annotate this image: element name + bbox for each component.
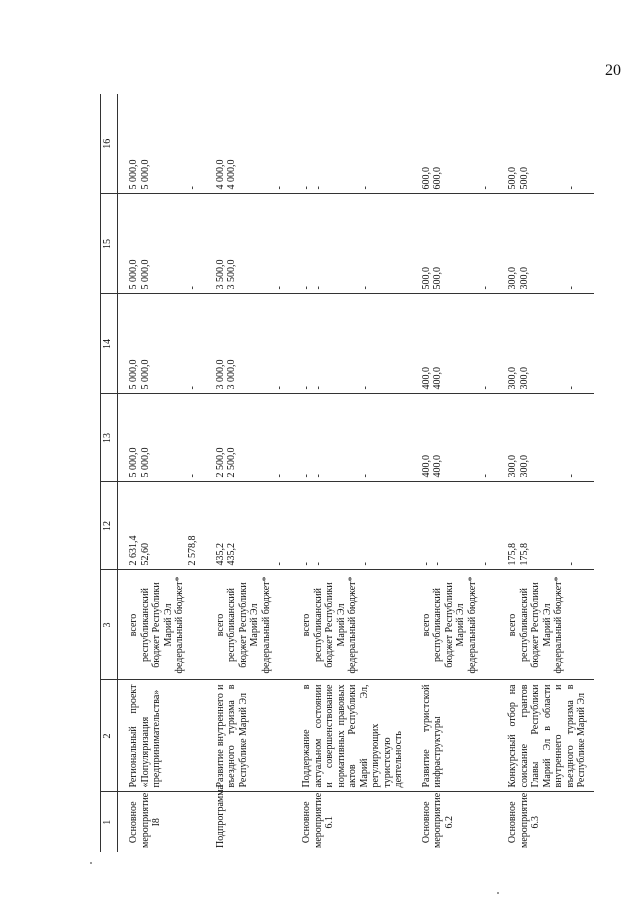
row-event-name: Региональный проект «Популяризация предпринимательства»: [118, 680, 205, 792]
value-cell: -: [312, 186, 324, 190]
row-value-15: [205, 194, 292, 294]
row-value-13: [291, 394, 411, 482]
page-number: 20: [605, 62, 621, 79]
row-value-14: [118, 294, 205, 394]
funding-source-label: всего: [420, 613, 432, 637]
funding-source-label: федеральный бюджет*: [466, 576, 478, 674]
row-event-type: Основное мероприятие 6.1: [301, 792, 335, 848]
value-cell: 52,60: [139, 543, 151, 566]
row-value-13: [497, 394, 594, 482]
row-event-name: Развитие внутреннего и въездного туризма в Республике Марий Эл: [205, 680, 292, 792]
value-cell: -: [479, 474, 491, 478]
value-cell: 2 500,0: [226, 447, 237, 478]
value-cell: 5 000,0: [128, 159, 139, 190]
funding-source-label: федеральный бюджет*: [260, 576, 272, 674]
table-row: [497, 94, 594, 852]
value-cell: -: [273, 474, 285, 478]
value-cell: 500,0: [507, 167, 518, 190]
value-cell: -: [360, 474, 371, 478]
row-value-16: [205, 94, 292, 194]
row-value-16: [411, 94, 498, 194]
funding-source-label: всего: [214, 613, 226, 637]
value-cell: -: [273, 386, 285, 390]
funding-source-label: республиканский бюджет Республики Марий Эл: [139, 582, 174, 668]
row-event-type: Основное мероприятие 6.2: [420, 792, 455, 848]
row-value-14: [205, 294, 292, 394]
funding-source-label: федеральный бюджет*: [347, 576, 358, 674]
row-value-16: [497, 94, 594, 194]
value-cell: -: [312, 474, 324, 478]
funding-source-label: республиканский бюджет Республики Марий Эл: [432, 582, 466, 668]
value-cell: 2 500,0: [214, 447, 226, 478]
value-cell: -: [479, 562, 491, 566]
row-event-name: Поддержание в актуальном состоянии и совершенствование нормативных правовых актов Республики Марий Эл, регулирующих туристскую деятельность: [291, 680, 411, 792]
value-cell: 435,2: [214, 543, 226, 566]
value-cell: 600,0: [420, 167, 432, 190]
value-cell: 300,0: [507, 455, 518, 478]
funding-source-label: республиканский бюджет Республики Марий Эл: [518, 582, 553, 668]
row-event-name: Развитие туристской инфраструктуры: [411, 680, 498, 792]
value-cell: -: [566, 474, 577, 478]
value-cell: -: [566, 562, 577, 566]
value-cell: -: [187, 186, 198, 190]
value-cell: 3 000,0: [226, 359, 237, 390]
value-cell: -: [187, 386, 198, 390]
row-funding-sources: [497, 570, 594, 680]
row-value-12: [291, 482, 411, 570]
value-cell: -: [312, 562, 324, 566]
row-funding-sources: [118, 570, 205, 680]
value-cell: -: [479, 286, 491, 290]
value-cell: 300,0: [518, 455, 530, 478]
budget-table: [100, 94, 594, 852]
row-funding-sources: [411, 570, 498, 680]
value-cell: 300,0: [518, 267, 530, 290]
value-cell: -: [479, 386, 491, 390]
value-cell: -: [360, 286, 371, 290]
value-cell: 400,0: [420, 455, 432, 478]
value-cell: -: [187, 474, 198, 478]
value-cell: 400,0: [432, 367, 443, 390]
value-cell: 300,0: [507, 367, 518, 390]
header-col-13: 13: [101, 394, 118, 482]
value-cell: 5 000,0: [139, 259, 151, 290]
funding-source-label: республиканский бюджет Республики Марий Эл: [226, 582, 260, 668]
value-cell: 2 578,8: [187, 535, 198, 566]
value-cell: -: [187, 286, 198, 290]
value-cell: 500,0: [420, 267, 432, 290]
table-row: [205, 94, 292, 852]
value-cell: 500,0: [432, 267, 443, 290]
row-value-14: [411, 294, 498, 394]
header-col-3: 3: [101, 570, 118, 680]
funding-source-label: всего: [301, 613, 312, 637]
value-cell: -: [360, 186, 371, 190]
value-cell: 5 000,0: [139, 447, 151, 478]
scan-dot: [90, 862, 92, 864]
value-cell: -: [360, 386, 371, 390]
row-event-name: Конкурсный отбор на соискание грантов Главы Республики Марий Эл в области внутреннего и въездного туризма в Республике Марий Эл: [497, 680, 594, 792]
funding-source-label: всего: [507, 613, 518, 637]
row-value-12: [118, 482, 205, 570]
value-cell: -: [301, 386, 312, 390]
value-cell: -: [312, 286, 324, 290]
value-cell: 435,2: [226, 543, 237, 566]
row-value-13: [411, 394, 498, 482]
value-cell: 5 000,0: [128, 259, 139, 290]
header-col-1: 1: [101, 792, 118, 852]
row-funding-sources: [205, 570, 292, 680]
row-value-12: [411, 482, 498, 570]
scan-dot: [497, 892, 499, 894]
row-value-13: [118, 394, 205, 482]
value-cell: -: [312, 386, 324, 390]
value-cell: 2 631,4: [128, 535, 139, 566]
value-cell: 3 500,0: [214, 259, 226, 290]
value-cell: 175,8: [518, 543, 530, 566]
value-cell: -: [273, 286, 285, 290]
value-cell: -: [566, 386, 577, 390]
row-value-15: [291, 194, 411, 294]
row-value-15: [411, 194, 498, 294]
value-cell: 500,0: [518, 167, 530, 190]
value-cell: 4 000,0: [226, 159, 237, 190]
value-cell: 5 000,0: [139, 359, 151, 390]
header-col-12: 12: [101, 482, 118, 570]
funding-source-label: всего: [128, 613, 139, 637]
row-event-type: Подпрограмма: [214, 785, 226, 848]
row-value-16: [118, 94, 205, 194]
value-cell: 3 500,0: [226, 259, 237, 290]
value-cell: 5 000,0: [128, 359, 139, 390]
value-cell: -: [566, 186, 577, 190]
funding-source-label: республиканский бюджет Республики Марий Эл: [312, 582, 347, 668]
value-cell: -: [273, 186, 285, 190]
row-value-13: [205, 394, 292, 482]
row-event-type: Основное мероприятие I8: [128, 792, 162, 848]
row-value-14: [497, 294, 594, 394]
funding-source-label: федеральный бюджет*: [174, 576, 185, 674]
value-cell: 400,0: [432, 455, 443, 478]
table-row: [118, 94, 205, 852]
value-cell: -: [301, 562, 312, 566]
value-cell: -: [420, 562, 432, 566]
row-value-12: [205, 482, 292, 570]
value-cell: 400,0: [420, 367, 432, 390]
value-cell: -: [301, 286, 312, 290]
value-cell: -: [432, 562, 443, 566]
value-cell: 4 000,0: [214, 159, 226, 190]
value-cell: 175,8: [507, 543, 518, 566]
value-cell: -: [479, 186, 491, 190]
row-value-15: [118, 194, 205, 294]
table-row: [291, 94, 411, 852]
value-cell: -: [566, 286, 577, 290]
row-value-16: [291, 94, 411, 194]
table-row: [411, 94, 498, 852]
value-cell: 600,0: [432, 167, 443, 190]
header-col-2: 2: [101, 680, 118, 792]
value-cell: 5 000,0: [128, 447, 139, 478]
row-event-type: Основное мероприятие 6.3: [507, 792, 541, 848]
header-col-14: 14: [101, 294, 118, 394]
header-row: [101, 94, 118, 852]
value-cell: -: [273, 562, 285, 566]
row-value-14: [291, 294, 411, 394]
value-cell: -: [360, 562, 371, 566]
header-col-16: 16: [101, 94, 118, 194]
funding-source-label: федеральный бюджет*: [553, 576, 564, 674]
row-value-12: [497, 482, 594, 570]
header-col-15: 15: [101, 194, 118, 294]
rotated-table-container: [100, 94, 611, 852]
row-value-15: [497, 194, 594, 294]
value-cell: 3 000,0: [214, 359, 226, 390]
value-cell: 300,0: [507, 267, 518, 290]
row-funding-sources: [291, 570, 411, 680]
value-cell: -: [301, 186, 312, 190]
value-cell: 300,0: [518, 367, 530, 390]
value-cell: 5 000,0: [139, 159, 151, 190]
value-cell: -: [301, 474, 312, 478]
